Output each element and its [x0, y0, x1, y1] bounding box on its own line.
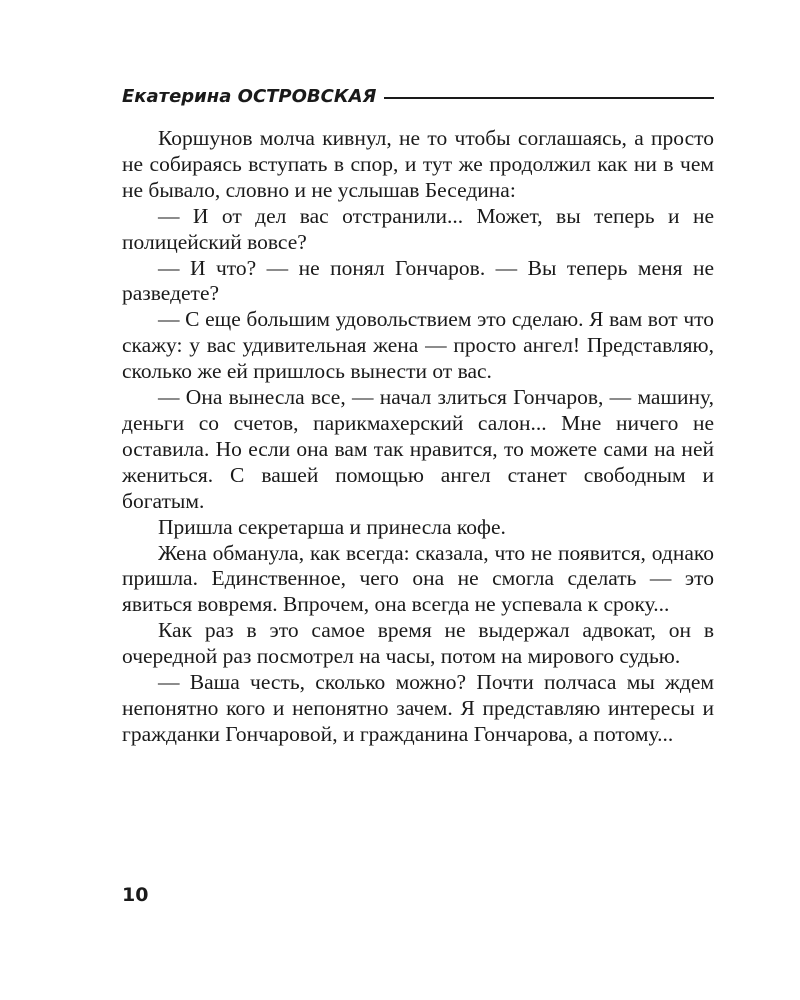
- body-text: [122, 126, 714, 748]
- paragraph: — Ваша честь, сколько можно? Почти полчаса мы ждем непонятно кого и непонятно зачем. Я представляю интересы и гражданки Гончаровой, и гражданина Гончарова, а потому...: [122, 670, 714, 746]
- paragraph: Как раз в это самое время не выдержал адвокат, он в очередной раз посмотрел на часы, потом на мирового судью.: [122, 618, 714, 669]
- paragraph: — И от дел вас отстранили... Может, вы теперь и не полицейский вовсе?: [122, 203, 714, 254]
- paragraph: Коршунов молча кивнул, не то чтобы соглашаясь, а просто не собираясь вступать в спор, и тут же продолжил как ни в чем не бывало, словно и не услышав Беседина:: [122, 126, 714, 202]
- paragraph: Жена обманула, как всегда: сказала, что не появится, однако пришла. Единственное, чего она не смогла сделать — это явиться вовремя. Впрочем, она всегда не успевала к сроку...: [122, 540, 714, 617]
- author-name: Екатерина ОСТРОВСКАЯ: [122, 86, 377, 107]
- paragraph: Пришла секретарша и принесла кофе.: [158, 514, 506, 539]
- header-rule: [384, 97, 714, 99]
- running-header: [122, 86, 714, 114]
- paragraph: — Она вынесла все, — начал злиться Гончаров, — машину, деньги со счетов, парикмахерский салон... Мне ничего не оставила. Но если она вам так нравится, то можете сами на ней жениться. С вашей помощью ангел станет свободным и богатым.: [122, 385, 714, 513]
- page-number: 10: [122, 884, 149, 906]
- paragraph: — С еще большим удовольствием это сделаю. Я вам вот что скажу: у вас удивительная жена — просто ангел! Представляю, сколько же ей пришлось вынести от вас.: [122, 307, 714, 384]
- book-page: [122, 86, 714, 748]
- paragraph: — И что? — не понял Гончаров. — Вы теперь меня не разведете?: [122, 255, 714, 306]
